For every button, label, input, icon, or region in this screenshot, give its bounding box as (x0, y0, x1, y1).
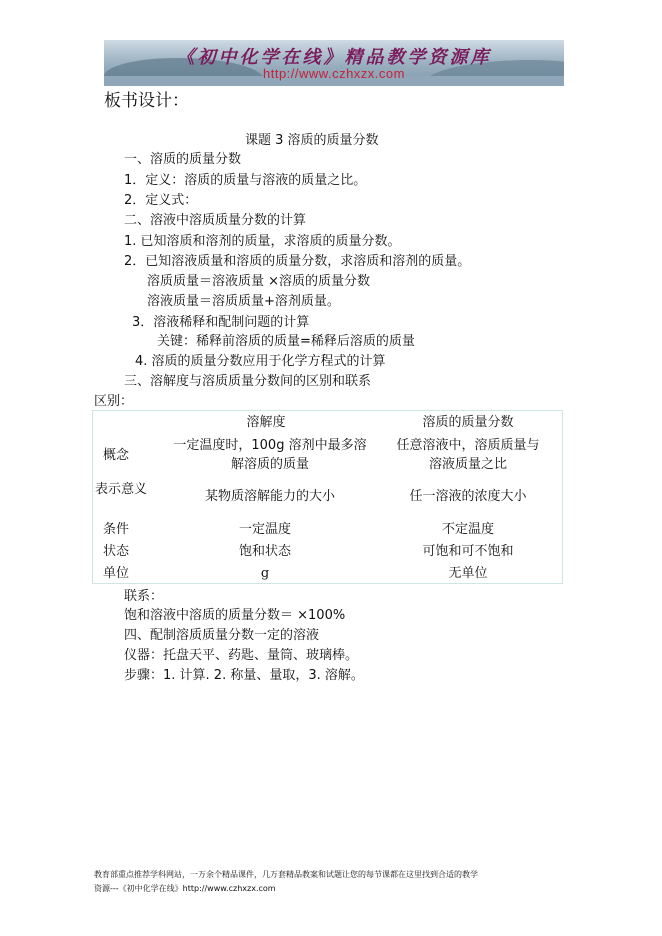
calc-item-1: 1. 已知溶质和溶剂的质量，求溶质的质量分数。 (124, 234, 401, 249)
formula-line: 2．定义式： (124, 193, 198, 208)
solution-mass-formula: 溶液质量＝溶质质量+溶剂质量。 (147, 294, 340, 309)
unit-mass-fraction: 无单位 (448, 566, 488, 581)
concept-solubility-line1: 一定温度时，100g 溶剂中最多溶 (173, 438, 367, 453)
concept-mass-fraction-line1: 任意溶液中，溶质质量与 (396, 438, 540, 453)
instruments-line: 仪器：托盘天平、药匙、量筒、玻璃棒。 (124, 648, 359, 663)
section-2-heading: 二、溶液中溶质质量分数的计算 (124, 213, 307, 228)
calc-item-3: 3．溶液稀释和配制问题的计算 (132, 315, 310, 330)
saturated-formula: 饱和溶液中溶质的质量分数＝ ×100% (124, 608, 346, 623)
difference-label: 区别： (94, 394, 134, 409)
section-3-heading: 三、溶解度与溶质质量分数间的区别和联系 (124, 374, 372, 389)
relation-label: 联系： (124, 589, 164, 604)
meaning-mass-fraction: 任一溶液的浓度大小 (409, 489, 527, 504)
state-mass-fraction: 可饱和可不饱和 (422, 544, 514, 559)
banner-url[interactable]: http://www.czhxzx.com (263, 66, 405, 81)
column-header-mass-fraction: 溶质的质量分数 (422, 415, 514, 430)
key-point: 关键：稀释前溶质的质量=稀释后溶质的质量 (157, 334, 415, 349)
banner-title: 《初中化学在线》精品教学资源库 (176, 47, 492, 68)
board-design-heading: 板书设计： (104, 91, 189, 111)
unit-solubility: g (260, 566, 270, 581)
section-1-heading: 一、溶质的质量分数 (124, 152, 242, 167)
row-label-condition: 条件 (103, 522, 130, 537)
lesson-title: 课题 3 溶质的质量分数 (245, 133, 379, 148)
calc-item-4: 4. 溶质的质量分数应用于化学方程式的计算 (135, 354, 386, 369)
row-label-meaning: 表示意义 (95, 482, 148, 497)
footer-line-1: 教育部重点推荐学科网站，一万余个精品课件，几万套精品教案和试题让您的每节课都在这里找到合适的教学 (94, 870, 478, 879)
row-label-concept: 概念 (103, 448, 130, 463)
steps-line: 步骤：1. 计算. 2. 称量、量取，3. 溶解。 (124, 668, 364, 683)
definition-line: 1．定义：溶质的质量与溶液的质量之比。 (124, 173, 367, 188)
row-label-state: 状态 (103, 544, 130, 559)
column-header-solubility: 溶解度 (246, 415, 286, 430)
calc-item-2: 2．已知溶液质量和溶质的质量分数，求溶质和溶剂的质量。 (124, 254, 471, 269)
solute-mass-formula: 溶质质量＝溶液质量 ×溶质的质量分数 (147, 274, 371, 289)
state-solubility: 饱和状态 (238, 544, 291, 559)
concept-mass-fraction-line2: 溶液质量之比 (428, 457, 507, 472)
row-label-unit: 单位 (103, 566, 130, 581)
meaning-solubility: 某物质溶解能力的大小 (204, 489, 335, 504)
condition-mass-fraction: 不定温度 (441, 522, 494, 537)
header-banner (104, 40, 564, 86)
section-4-heading: 四、配制溶质质量分数一定的溶液 (124, 628, 320, 643)
footer-line-2: 资源---《初中化学在线》http://www.czhxzx.com (94, 884, 276, 893)
concept-solubility-line2: 解溶质的质量 (230, 457, 309, 472)
comparison-table (92, 410, 563, 584)
condition-solubility: 一定温度 (238, 522, 291, 537)
